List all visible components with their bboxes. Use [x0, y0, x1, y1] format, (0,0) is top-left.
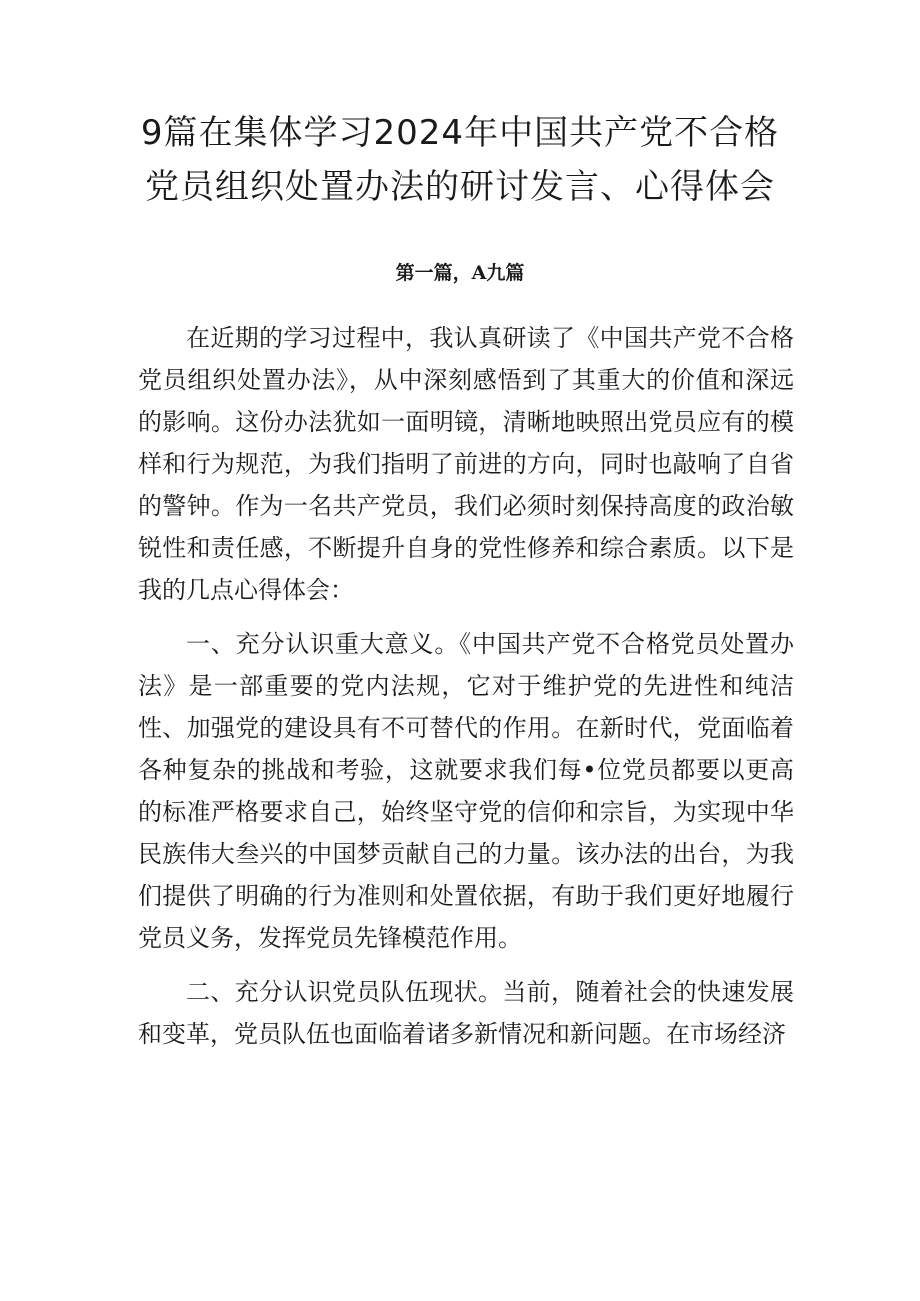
document-body — [138, 317, 794, 1055]
paragraph-point-two: 二、充分认识党员队伍现状。当前，随着社会的快速发展和变革，党员队伍也面临着诸多新情况和新问题。在市场经济 — [138, 978, 794, 1048]
paragraph-intro: 在近期的学习过程中，我认真研读了《中国共产党不合格党员组织处置办法》，从中深刻感悟到了其重大的价值和深远的影响。这份办法犹如一面明镜，清晰地映照出党员应有的模样和行为规范，为我们指明了前进的方向，同时也敲响了自省的警钟。作为一名共产党员，我们必须时刻保持高度的政治敏锐性和责任感，不断提升自身的党性修养和综合素质。以下是我的几点心得体会： — [138, 324, 794, 604]
paragraph-point-one: 一、充分认识重大意义。《中国共产党不合格党员处置办法》是一部重要的党内法规，它对于维护党的先进性和纯洁性、加强党的建设具有不可替代的作用。在新时代，党面临着各种复杂的挑战和考验，这就要求我们每•位党员都要以更高的标准严格要求自己，始终坚守党的信仰和宗旨，为实现中华民族伟大叁兴的中国梦贡献自己的力量。该办法的出台，为我们提供了明确的行为准则和处置依据，有助于我们更好地履行党员义务，发挥党员先锋模范作用。 — [138, 630, 794, 952]
title-line-1: 9篇在集体学习2024年中国共产党不合格 — [140, 113, 780, 153]
title-line-2: 党员组织处置办法的研讨发言、心得体会 — [145, 167, 775, 207]
document-title — [60, 106, 860, 214]
section-heading: 第一篇，A九篇 — [395, 262, 525, 284]
